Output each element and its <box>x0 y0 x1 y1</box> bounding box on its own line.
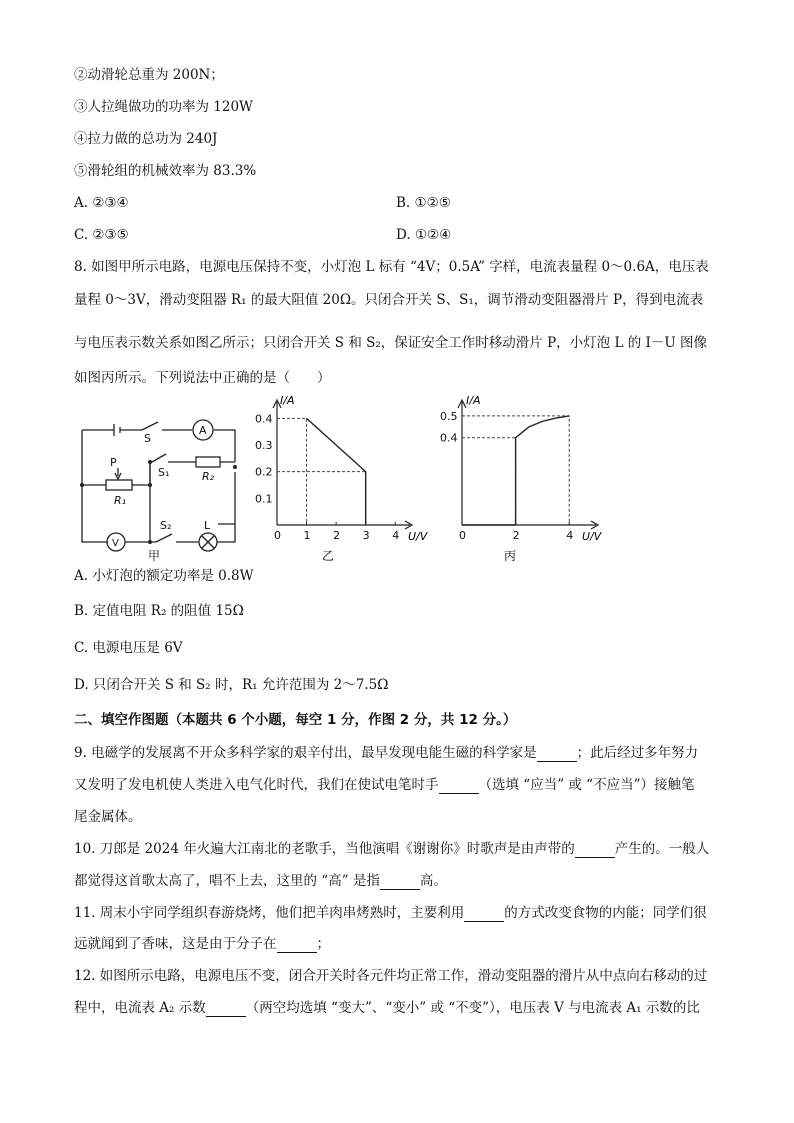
q8-line-2: 量程 0～3V，滑动变阻器 R₁ 的最大阻值 20Ω。只闭合开关 S、S₁，调节滑动变阻器滑片 P，得到电流表 <box>74 292 704 308</box>
label-r1: R₁ <box>114 494 127 507</box>
yi-x-axis-label: U/V <box>408 530 428 543</box>
option-c: C. ②③⑤ <box>74 227 129 243</box>
option-b: B. ①②⑤ <box>396 195 451 211</box>
caption-bing: 丙 <box>504 549 517 563</box>
q9-blank-1[interactable] <box>537 747 577 762</box>
q12-blank-1[interactable] <box>206 1002 246 1017</box>
q11-text-a: 11. 周末小宇同学组织春游烧烤，他们把羊肉串烤熟时，主要利用 <box>74 905 465 921</box>
q8-option-b: B. 定值电阻 R₂ 的阻值 15Ω <box>74 603 244 619</box>
yi-x-tick: 0 <box>274 529 281 542</box>
bing-y-tick: 0.5 <box>440 409 458 423</box>
statement-2: ②动滑轮总重为 200N； <box>74 67 224 83</box>
q9-blank-2[interactable] <box>439 779 479 794</box>
q11-blank-2[interactable] <box>277 938 317 953</box>
q9-text-b: ；此后经过多年努力 <box>576 745 699 761</box>
q11-line-2 <box>74 935 330 953</box>
q9-line-2 <box>74 776 694 794</box>
bing-curve <box>462 416 569 525</box>
q12-line-1: 12. 如图所示电路，电源电压不变，闭合开关时各元件均正常工作，滑动变阻器的滑片从中点向右移动的过 <box>74 968 708 984</box>
yi-x-tick: 3 <box>362 529 370 542</box>
label-s2: S₂ <box>160 519 172 532</box>
q9-line-1 <box>74 744 698 762</box>
label-a: A <box>199 424 207 437</box>
q10-blank-1[interactable] <box>575 843 615 858</box>
q10-text-c: 都觉得这首歌太高了，唱不上去，这里的 “高” 是指 <box>74 873 380 889</box>
label-l: L <box>204 519 211 532</box>
yi-x-tick: 1 <box>303 529 311 542</box>
q10-text-d: 高。 <box>419 873 447 889</box>
option-d: D. ①②④ <box>396 227 452 243</box>
circuit-diagram <box>70 412 250 562</box>
statement-3: ③人拉绳做功的功率为 120W <box>74 99 253 115</box>
q9-text-d: （选填 “应当” 或 “不应当”）接触笔 <box>478 777 695 793</box>
bing-x-tick: 0 <box>459 529 466 542</box>
q10-line-2 <box>74 872 447 890</box>
q10-blank-2[interactable] <box>380 875 420 890</box>
label-s: S <box>144 432 151 445</box>
yi-y-tick: 0.1 <box>255 492 273 506</box>
q8-line-4: 如图丙所示。下列说法中正确的是（ ） <box>74 370 331 386</box>
yi-y-axis-label: I/A <box>280 394 295 407</box>
yi-x-tick: 4 <box>392 529 400 542</box>
label-s1: S₁ <box>158 466 170 479</box>
bing-y-tick: 0.4 <box>440 431 458 445</box>
bing-x-tick: 2 <box>512 529 520 542</box>
bing-x-tick: 4 <box>566 529 574 542</box>
q10-text-b: 产生的。一般人 <box>614 841 710 857</box>
q12-text-a: 程中，电流表 A₂ 示数 <box>74 1000 206 1016</box>
yi-y-tick: 0.4 <box>255 412 273 426</box>
q8-line-3: 与电压表示数关系如图乙所示；只闭合开关 S 和 S₂，保证安全工作时移动滑片 P，小灯泡 L 的 I－U 图像 <box>74 335 707 351</box>
q9-line-3: 尾金属体。 <box>74 809 142 825</box>
yi-y-tick: 0.2 <box>255 465 273 479</box>
caption-jia: 甲 <box>148 549 161 562</box>
statement-4: ④拉力做的总功为 240J <box>74 131 218 147</box>
statement-5: ⑤滑轮组的机械效率为 83.3% <box>74 163 257 179</box>
q10-line-1 <box>74 840 709 858</box>
q11-text-b: 的方式改变食物的内能；同学们很 <box>504 905 707 921</box>
yi-x-tick: 2 <box>333 529 341 542</box>
graph-yi <box>250 390 440 565</box>
q8-option-a: A. 小灯泡的额定功率是 0.8W <box>74 568 254 584</box>
yi-curve <box>307 418 366 525</box>
q8-option-d: D. 只闭合开关 S 和 S₂ 时，R₁ 允许范围为 2～7.5Ω <box>74 677 389 693</box>
q12-text-b: （两空均选填 “变大”、“变小” 或 “不变”），电压表 V 与电流表 A₁ 示数的比 <box>245 1000 700 1016</box>
label-p: P <box>110 456 117 469</box>
yi-guide-line <box>277 472 366 525</box>
section-heading: 二、填空作图题（本题共 6 个小题，每空 1 分，作图 2 分，共 12 分。） <box>74 712 517 728</box>
yi-y-tick: 0.3 <box>255 439 273 452</box>
option-a: A. ②③④ <box>74 195 129 211</box>
q11-blank-1[interactable] <box>464 907 504 922</box>
q11-line-1 <box>74 904 707 922</box>
q11-text-d: ； <box>316 936 330 952</box>
graph-bing <box>432 390 612 565</box>
q9-text-c: 又发明了发电机使人类进入电气化时代，我们在使试电笔时手 <box>74 777 439 793</box>
q9-text-a: 9. 电磁学的发展离不开众多科学家的艰辛付出，最早发现电能生磁的科学家是 <box>74 745 537 761</box>
q8-line-1: 8. 如图甲所示电路，电源电压保持不变，小灯泡 L 标有 “4V；0.5A” 字样，电流表量程 0～0.6A，电压表 <box>74 259 709 275</box>
caption-yi: 乙 <box>322 549 335 563</box>
q11-text-c: 远就闻到了香味，这是由于分子在 <box>74 936 277 952</box>
bing-y-axis-label: I/A <box>466 394 481 407</box>
bing-guide-line <box>462 438 516 525</box>
q12-line-2 <box>74 999 700 1017</box>
bing-x-axis-label: U/V <box>582 530 602 543</box>
q10-text-a: 10. 刀郎是 2024 年火遍大江南北的老歌手，当他演唱《谢谢你》时歌声是由声带的 <box>74 841 575 857</box>
q8-option-c: C. 电源电压是 6V <box>74 640 183 656</box>
label-v: V <box>112 538 119 549</box>
label-r2: R₂ <box>202 470 215 483</box>
